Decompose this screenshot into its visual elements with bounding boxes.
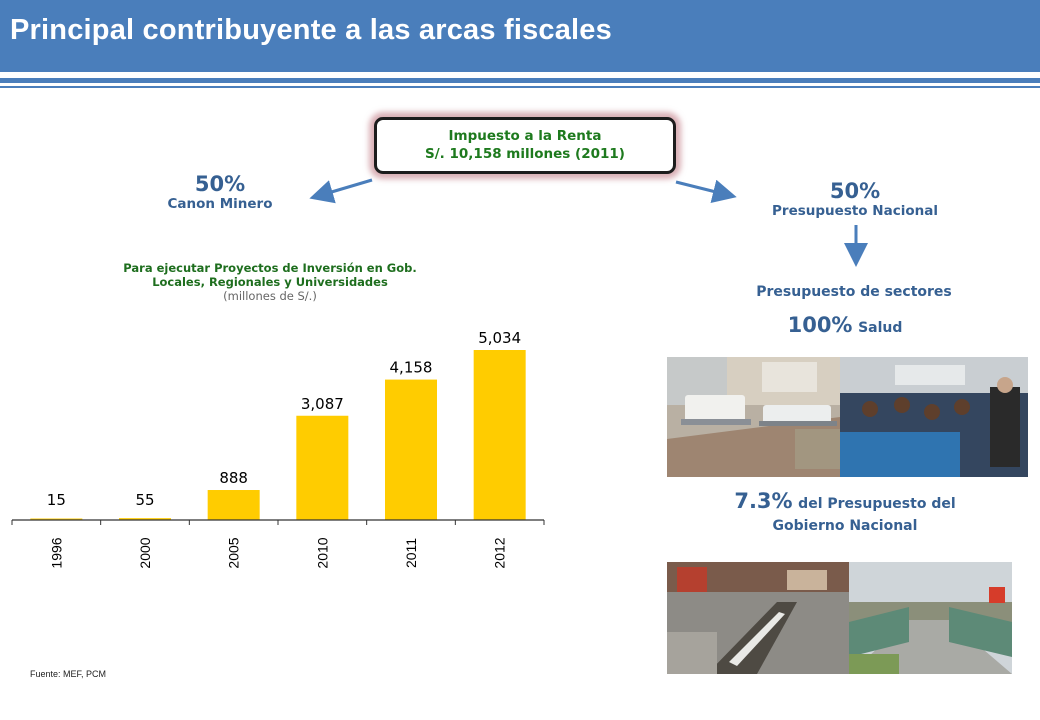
hospital-photo xyxy=(667,357,840,477)
bar-2011 xyxy=(385,380,437,520)
bar-2010 xyxy=(296,416,348,520)
bar-2012 xyxy=(474,350,526,520)
tax-title: Impuesto a la Renta xyxy=(448,128,602,144)
data-label-2012: 5,034 xyxy=(478,329,522,347)
gob-pct: 7.3% xyxy=(734,489,793,513)
data-label-2000: 55 xyxy=(135,491,155,509)
canon-label: Canon Minero xyxy=(167,196,273,212)
salud-line xyxy=(760,313,930,337)
data-label-2010: 3,087 xyxy=(300,394,344,413)
national-pct: 50% xyxy=(829,179,881,203)
tax-amount: S/. 10,158 millones (2011) xyxy=(425,146,625,162)
gob-block xyxy=(700,490,990,537)
caption-line2: Locales, Regionales y Universidades xyxy=(152,275,388,289)
source-note: Fuente: MEF, PCM xyxy=(30,669,107,679)
x-tick-2010: 2010 xyxy=(314,537,331,569)
x-tick-2000: 2000 xyxy=(137,537,153,569)
salud-label: Salud xyxy=(858,320,903,336)
pipeline-photo xyxy=(667,562,849,674)
data-label-2011: 4,158 xyxy=(389,358,433,377)
x-tick-2012: 2012 xyxy=(491,537,508,569)
x-tick-2011: 2011 xyxy=(403,537,419,569)
classroom-photo xyxy=(840,357,1028,477)
data-label-2005: 888 xyxy=(219,469,248,488)
canon-pct: 50% xyxy=(194,172,246,196)
sectors-title: Presupuesto de sectores xyxy=(756,284,952,300)
x-tick-2005: 2005 xyxy=(225,537,242,569)
page-title: Principal contribuyente a las arcas fiscales xyxy=(10,14,612,46)
national-label: Presupuesto Nacional xyxy=(772,203,938,219)
gob-text2: Gobierno Nacional xyxy=(772,518,918,534)
gob-line1 xyxy=(700,490,990,515)
caption-units: (millones de S/.) xyxy=(223,289,317,303)
bar-2005 xyxy=(208,490,260,520)
bridge-photo xyxy=(849,562,1012,674)
data-label-1996: 15 xyxy=(46,491,66,509)
gob-text1: del Presupuesto del xyxy=(798,496,956,512)
caption-line1: Para ejecutar Proyectos de Inversión en Gob. xyxy=(123,261,417,275)
x-tick-1996: 1996 xyxy=(48,537,65,569)
salud-pct: 100% xyxy=(787,313,853,337)
